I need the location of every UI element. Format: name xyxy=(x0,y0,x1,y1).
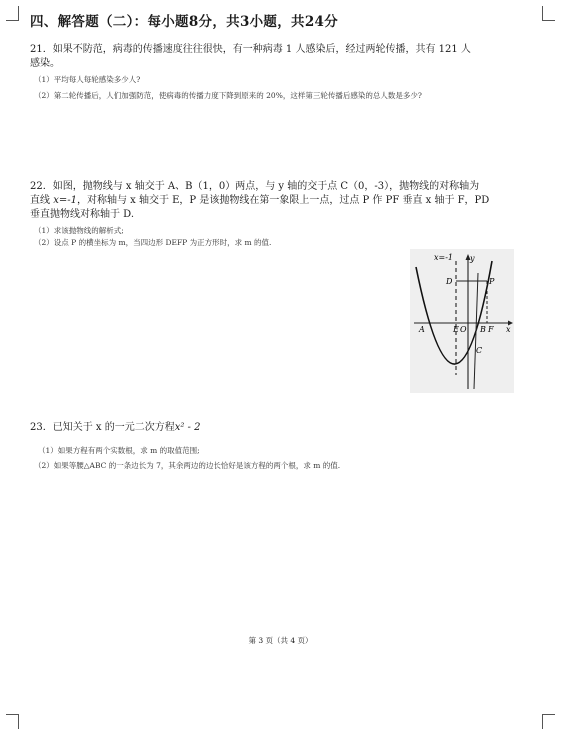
q22-subquestion-2: （2）设点 P 的横坐标为 m，当四边形 DEFP 为正方形时，求 m 的值. xyxy=(34,238,272,247)
q21-subquestion-1: （1）平均每人每轮感染多少人? xyxy=(34,75,141,84)
point-o-label: O xyxy=(460,325,467,334)
x-label: x xyxy=(506,325,511,334)
q21-stem-line2: 感染。 xyxy=(30,58,60,69)
point-p-label: P xyxy=(489,277,495,286)
crop-mark-top-left xyxy=(6,6,19,21)
section-heading: 四、解答题（二）：每小题8分，共3小题，共24分 xyxy=(30,14,339,30)
q22-subquestion-1: （1）求该抛物线的解析式; xyxy=(34,226,124,235)
symmetry-axis-label: x=-1 xyxy=(434,253,454,262)
y-label: y xyxy=(470,254,475,263)
crop-mark-bottom-right xyxy=(542,714,555,729)
q22-line2-post: ，对称轴与 x 轴交于 E，P 是该抛物线在第一象限上一点，过点 P 作 PF 垂直 x 轴于 F，PD xyxy=(76,195,490,206)
parabola-diagram xyxy=(410,249,514,393)
point-c-label: C xyxy=(476,346,483,355)
q23-stem-line1 xyxy=(30,421,200,435)
q22-stem-line3: 垂直抛物线对称轴于 D. xyxy=(30,209,135,220)
q23-equation-formula: x² - 2 xyxy=(174,422,201,433)
q23-subquestion-1: （1）如果方程有两个实数根，求 m 的取值范围; xyxy=(38,446,200,455)
bc-line xyxy=(474,273,478,389)
page-footer: 第 3 页（共 4 页） xyxy=(248,636,313,645)
point-a-label: A xyxy=(419,325,425,334)
q21-subquestion-2: （2）第二轮传播后，人们加强防范，使病毒的传播力度下降到原来的 20%，这样第三轮传播后感染的总人数是多少? xyxy=(34,91,422,100)
q22-stem-line2 xyxy=(30,194,489,208)
point-e-label: E xyxy=(453,325,459,334)
q23-line1-pre: 23．已知关于 x 的一元二次方程 xyxy=(30,422,175,433)
point-f-label: F xyxy=(488,325,494,334)
parabola-figure xyxy=(410,249,514,393)
crop-mark-top-right xyxy=(542,6,555,21)
q23-subquestion-2: （2）如果等腰△ABC 的一条边长为 7，其余两边的边长恰好是该方程的两个根，求 m 的值. xyxy=(34,461,341,470)
point-b-label: B xyxy=(480,325,486,334)
q22-stem-line1: 22．如图，抛物线与 x 轴交于 A、B（1，0）两点，与 y 轴的交于点 C（0，-3），抛物线的对称轴为 xyxy=(30,181,480,192)
crop-mark-bottom-left xyxy=(6,714,19,729)
q21-stem-line1: 21．如果不防范，病毒的传播速度往往很快，有一种病毒 1 人感染后，经过两轮传播，共有 121 人 xyxy=(30,44,471,55)
point-d-label: D xyxy=(446,277,453,286)
q22-line2-pre: 直线 xyxy=(30,195,54,206)
q22-axis-formula: x=-1 xyxy=(53,195,77,206)
